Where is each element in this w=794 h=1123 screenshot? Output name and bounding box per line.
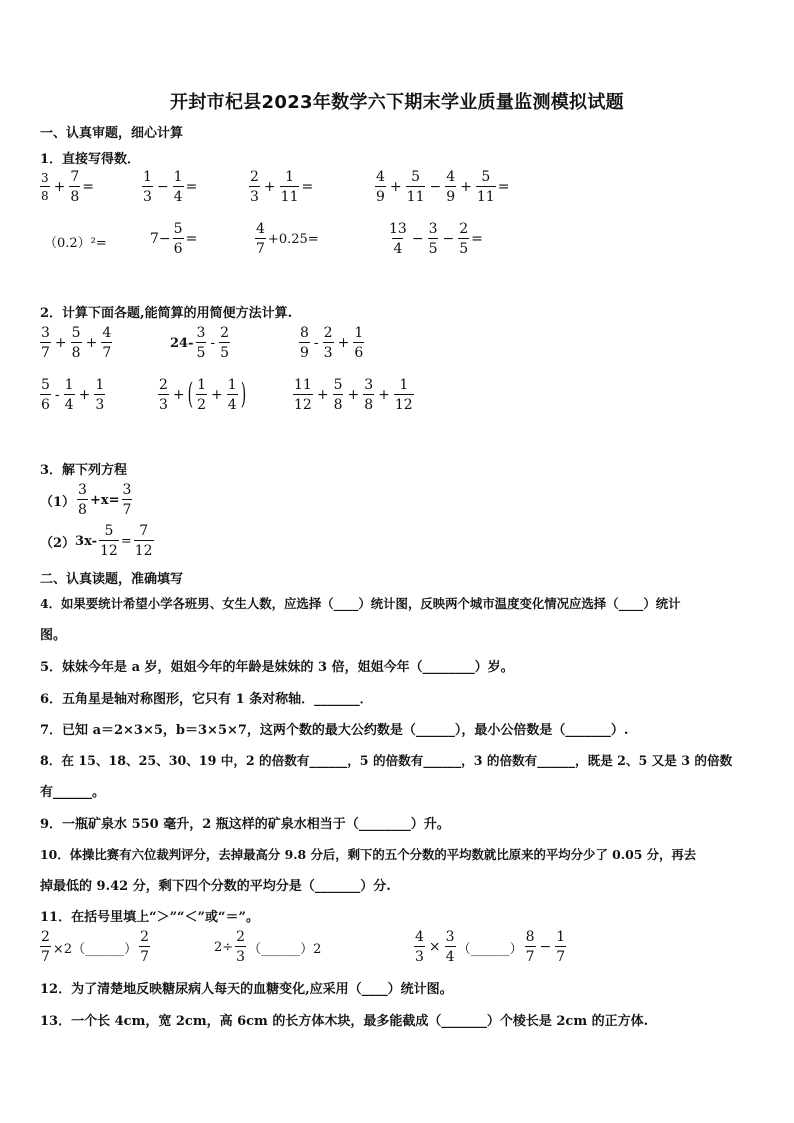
q11-label: 11．在括号里填上“＞”“＜”或“＝”。 xyxy=(40,910,259,925)
q2-expr-5: $\frac{2}{3}$ + ( $\frac{1}{2}$ + $\frac{1}{4}$ ) xyxy=(159,377,247,413)
q2-expr-6: $\frac{11}{12}$ + $\frac{5}{8}$ + $\frac{3}{8}$ + $\frac{1}{12}$ xyxy=(294,377,413,413)
page-title: 开封市杞县2023年数学六下期末学业质量监测模拟试题 xyxy=(170,92,624,113)
q4-text-line-1: 4．如果要统计希望小学各班男、女生人数，应选择（____）统计图，反映两个城市温度变化情况应选择（____）统计 xyxy=(40,596,681,611)
q11-compare-3: $\frac{4}{3}$ × $\frac{3}{4}$ （______） $\frac{8}{7}$ − $\frac{1}{7}$ xyxy=(415,929,566,965)
q3-label: 3．解下列方程 xyxy=(40,463,128,478)
q3-equation-1: （1） $\frac{3}{8}$ +x= $\frac{3}{7}$ xyxy=(40,482,132,518)
q6-text: 6．五角星是轴对称图形，它只有 1 条对称轴．_______． xyxy=(40,692,373,707)
q2-expr-3: $\frac{8}{9}$ - $\frac{2}{3}$ + $\frac{1}{6}$ xyxy=(300,325,364,361)
q10-text-line-1: 10．体操比赛有六位裁判评分，去掉最高分 9.8 分后，剩下的五个分数的平均数就比原来的平均分少了 0.05 分，再去 xyxy=(40,847,697,862)
q2-label: 2．计算下面各题,能简算的用简便方法计算. xyxy=(40,306,293,321)
q1-label: 1．直接写得数． xyxy=(40,152,141,167)
q11-compare-1: $\frac{2}{7}$ ×2（______） $\frac{2}{7}$ xyxy=(41,929,150,965)
section-2-heading: 二、认真读题，准确填写 xyxy=(40,572,184,587)
q1-expr-7: $\frac{4}{7}$ +0.25= xyxy=(256,221,319,257)
q2-expr-1: $\frac{3}{7}$ + $\frac{5}{8}$ + $\frac{4}{7}$ xyxy=(41,325,112,361)
q3-equation-2: （2） 3x- $\frac{5}{12}$ = $\frac{7}{12}$ xyxy=(40,523,153,559)
q10-text-line-2: 掉最低的 9.42 分，剩下四个分数的平均分是（_______）分. xyxy=(40,879,391,894)
q11-compare-2: 2÷ $\frac{2}{3}$ （______）2 xyxy=(214,929,322,965)
q12-text: 12．为了清楚地反映糖尿病人每天的血糖变化,应采用（____）统计图。 xyxy=(40,982,453,997)
q2-expr-4: $\frac{5}{6}$ - $\frac{1}{4}$ + $\frac{1}{3}$ xyxy=(41,377,105,413)
q1-expr-2: $\frac{1}{3}$ − $\frac{1}{4}$ = xyxy=(143,169,198,205)
q1-expr-6: 7− $\frac{5}{6}$ = xyxy=(150,221,198,257)
q1-expr-1: $\frac{3}{8}$ + $\frac{7}{8}$ = xyxy=(41,169,95,205)
q13-text: 13．一个长 4cm，宽 2cm，高 6cm 的长方体木块，最多能截成（_______）个棱长是 2cm 的正方体. xyxy=(40,1014,649,1029)
section-1-heading: 一、认真审题，细心计算 xyxy=(40,126,184,141)
q5-text: 5．妹妹今年是 a 岁，姐姐今年的年龄是妹妹的 3 倍，姐姐今年（________）岁。 xyxy=(40,660,514,675)
q1-expr-5: （0.2）²= xyxy=(44,236,107,251)
q1-expr-4: $\frac{4}{9}$ + $\frac{5}{11}$ − $\frac{4}{9}$ + $\frac{5}{11}$ = xyxy=(376,169,510,205)
q8-text-line-1: 8．在 15、18、25、30、19 中，2 的倍数有______，5 的倍数有______，3 的倍数有______，既是 2、5 又是 3 的倍数 xyxy=(40,753,733,768)
q1-expr-3: $\frac{2}{3}$ + $\frac{1}{11}$ = xyxy=(250,169,314,205)
q4-text-line-2: 图。 xyxy=(40,628,67,643)
q2-expr-2: 24- $\frac{3}{5}$ - $\frac{2}{5}$ xyxy=(170,325,230,361)
q1-expr-8: $\frac{13}{4}$ − $\frac{3}{5}$ − $\frac{2}{5}$ = xyxy=(389,221,483,257)
q9-text: 9．一瓶矿泉水 550 毫升，2 瓶这样的矿泉水相当于（________）升。 xyxy=(40,817,450,832)
q8-text-line-2: 有______。 xyxy=(40,785,106,800)
q7-text: 7．已知 a＝2×3×5，b＝3×5×7，这两个数的最大公约数是（______），最小公倍数是（_______）. xyxy=(40,723,629,738)
